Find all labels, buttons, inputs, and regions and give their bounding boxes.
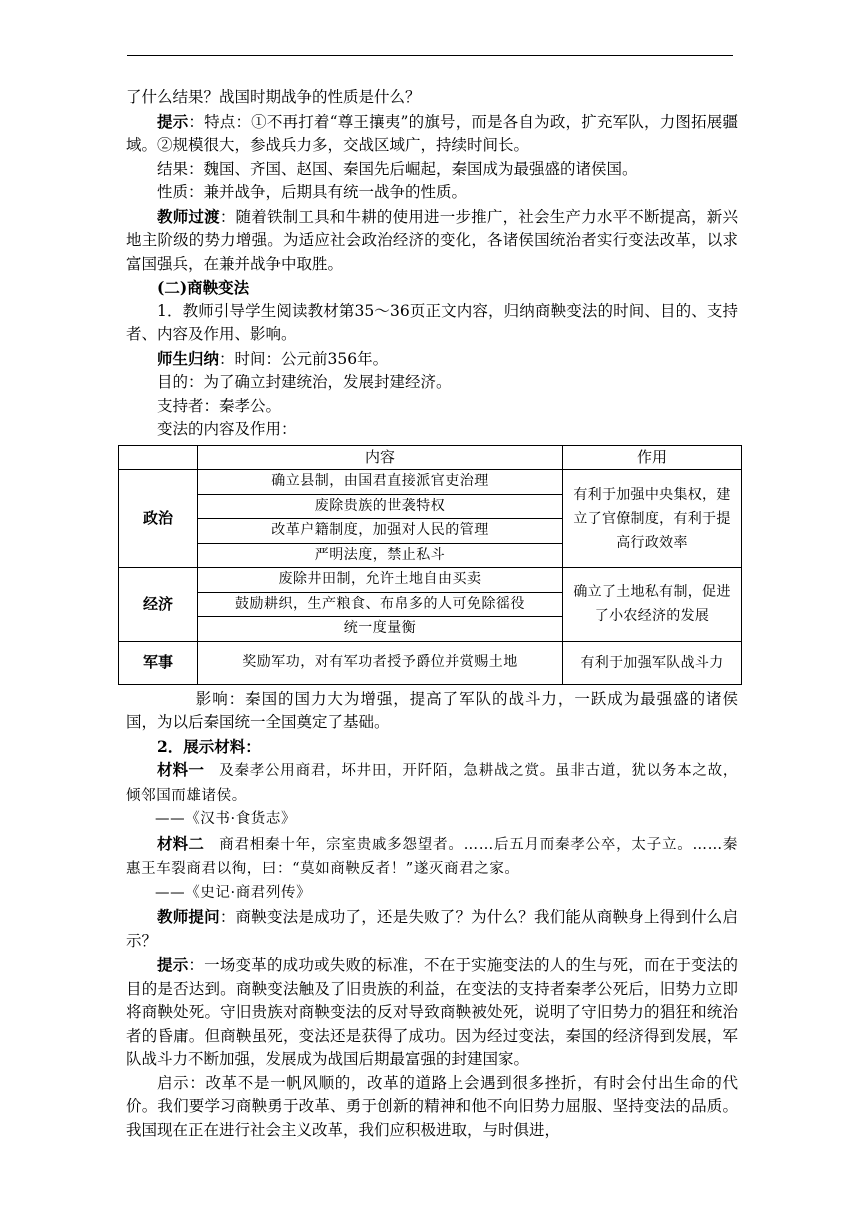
- supporter-paragraph: 支持者：秦孝公。: [157, 396, 282, 415]
- question-continuation: 了什么结果？战国时期战争的性质是什么？: [126, 88, 421, 106]
- politics-effect: 有利于加强中央集权，建立了官僚制度，有利于提高行政效率: [563, 470, 742, 568]
- question-paragraph: [126, 905, 738, 953]
- military-item: 奖励军功，对有军功者授予爵位并赏赐土地: [198, 641, 563, 684]
- politics-item: 严明法度，禁止私斗: [198, 543, 563, 568]
- table-corner-cell: [119, 445, 198, 470]
- step1-paragraph: 1．教师引导学生阅读教材第35～36页正文内容，归纳商鞅变法的时间、目的、支持者、内容及作用、影响。: [126, 301, 738, 343]
- material-2-source: ——《史记·商君列传》: [155, 884, 312, 901]
- summary-label: 师生归纳: [157, 348, 220, 368]
- economy-effect: 确立了土地私有制，促进了小农经济的发展: [563, 568, 742, 642]
- step2-heading: 2．展示材料：: [157, 736, 261, 756]
- economy-item: 统一度量衡: [198, 617, 563, 642]
- economy-item: 废除井田制，允许土地自由买卖: [198, 568, 563, 593]
- section-heading: (二)商鞅变法: [157, 278, 250, 297]
- category-military: 军事: [119, 641, 198, 684]
- economy-item: 鼓励耕织，生产粮食、布帛多的人可免除徭役: [198, 592, 563, 617]
- material-1: [126, 758, 738, 808]
- table-row: [119, 641, 742, 684]
- material-1-source: ——《汉书·食货志》: [155, 811, 297, 827]
- material-1-label: 材料一: [157, 760, 204, 779]
- question-text: ：商鞅变法是成功了，还是失败了？为什么？我们能从商鞅身上得到什么启示？: [126, 908, 738, 950]
- table-row: [119, 470, 742, 495]
- reform-table: [118, 445, 742, 685]
- hint-label: 提示: [157, 955, 189, 974]
- result-paragraph: 结果：魏国、齐国、赵国、秦国先后崛起，秦国成为最强盛的诸侯国。: [157, 159, 638, 178]
- header-content: 内容: [198, 445, 563, 470]
- material-2-text: 商君相秦十年，宗室贵戚多怨望者。……后五月而秦孝公卒，太子立。……秦惠王车裂商君以徇，曰：“莫如商鞅反者！”遂灭商君之家。: [126, 836, 738, 877]
- material-1-text: 及秦孝公用商君，坏井田，开阡陌，急耕战之赏。虽非古道，犹以务本之故，倾邻国而雄诸侯。: [126, 763, 738, 804]
- politics-item: 废除贵族的世袭特权: [198, 494, 563, 519]
- header-effect: 作用: [563, 445, 742, 470]
- hint-paragraph-1: [126, 110, 738, 158]
- material-2: [126, 832, 738, 882]
- hint-text: ：一场变革的成功或失败的标准，不在于实施变法的人的生与死，而在于变法的目的是否达到。商鞅变法触及了旧贵族的利益，在变法的支持者秦孝公死后，旧势力立即将商鞅处死。守旧贵族对商鞅变法的反对导致商鞅被处死，说明了守旧势力的猖狂和统治者的昏庸。但商鞅虽死，变法还是获得了成功。因为经过变法，秦国的经济得到发展，军队战斗力不断加强，发展成为战国后期最富强的封建国家。: [126, 956, 738, 1068]
- transition-text: ：随着铁制工具和牛耕的使用进一步推广，社会生产力水平不断提高，新兴地主阶级的势力增强。为适应社会政治经济的变化，各诸侯国统治者实行变法改革，以求富国强兵，在兼并战争中取胜。: [126, 207, 738, 273]
- military-effect: 有利于加强军队战斗力: [563, 641, 742, 684]
- transition-label: 教师过渡: [157, 206, 220, 226]
- category-economy: 经济: [119, 568, 198, 642]
- politics-item: 改革户籍制度，加强对人民的管理: [198, 519, 563, 544]
- purpose-paragraph: 目的：为了确立封建统治，发展封建经济。: [157, 373, 452, 391]
- document-body: [126, 86, 738, 1142]
- material-2-label: 材料二: [157, 833, 205, 853]
- politics-item: 确立县制，由国君直接派官吏治理: [198, 470, 563, 495]
- table-header-row: [119, 445, 742, 470]
- category-politics: 政治: [119, 470, 198, 568]
- header-rule: [127, 55, 733, 56]
- nature-paragraph: 性质：兼并战争，后期具有统一战争的性质。: [157, 183, 468, 201]
- hint-paragraph-2: [126, 953, 738, 1072]
- summary-paragraph: [126, 347, 738, 372]
- content-intro: 变法的内容及作用：: [157, 420, 297, 438]
- impact-paragraph: 影响：秦国的国力大为增强，提高了军队的战斗力，一跃成为最强盛的诸侯国，为以后秦国统一全国奠定了基础。: [126, 689, 738, 731]
- summary-text: ：时间：公元前356年。: [219, 349, 389, 368]
- transition-paragraph: [126, 205, 738, 277]
- table-row: [119, 568, 742, 593]
- hint-label: 提示: [157, 111, 189, 131]
- question-label: 教师提问: [157, 907, 220, 926]
- insight-paragraph: 启示：改革不是一帆风顺的，改革的道路上会遇到很多挫折，有时会付出生命的代价。我们要学习商鞅勇于改革、勇于创新的精神和他不向旧势力屈服、坚持变法的品质。我国现在正在进行社会主义改革，我们应积极进取，与时俱进，: [126, 1073, 738, 1139]
- hint-text: ：特点：①不再打着“尊王攘夷”的旗号，而是各自为政，扩充军队，力图拓展疆域。②规模很大，参战兵力多，交战区域广，持续时间长。: [126, 112, 738, 154]
